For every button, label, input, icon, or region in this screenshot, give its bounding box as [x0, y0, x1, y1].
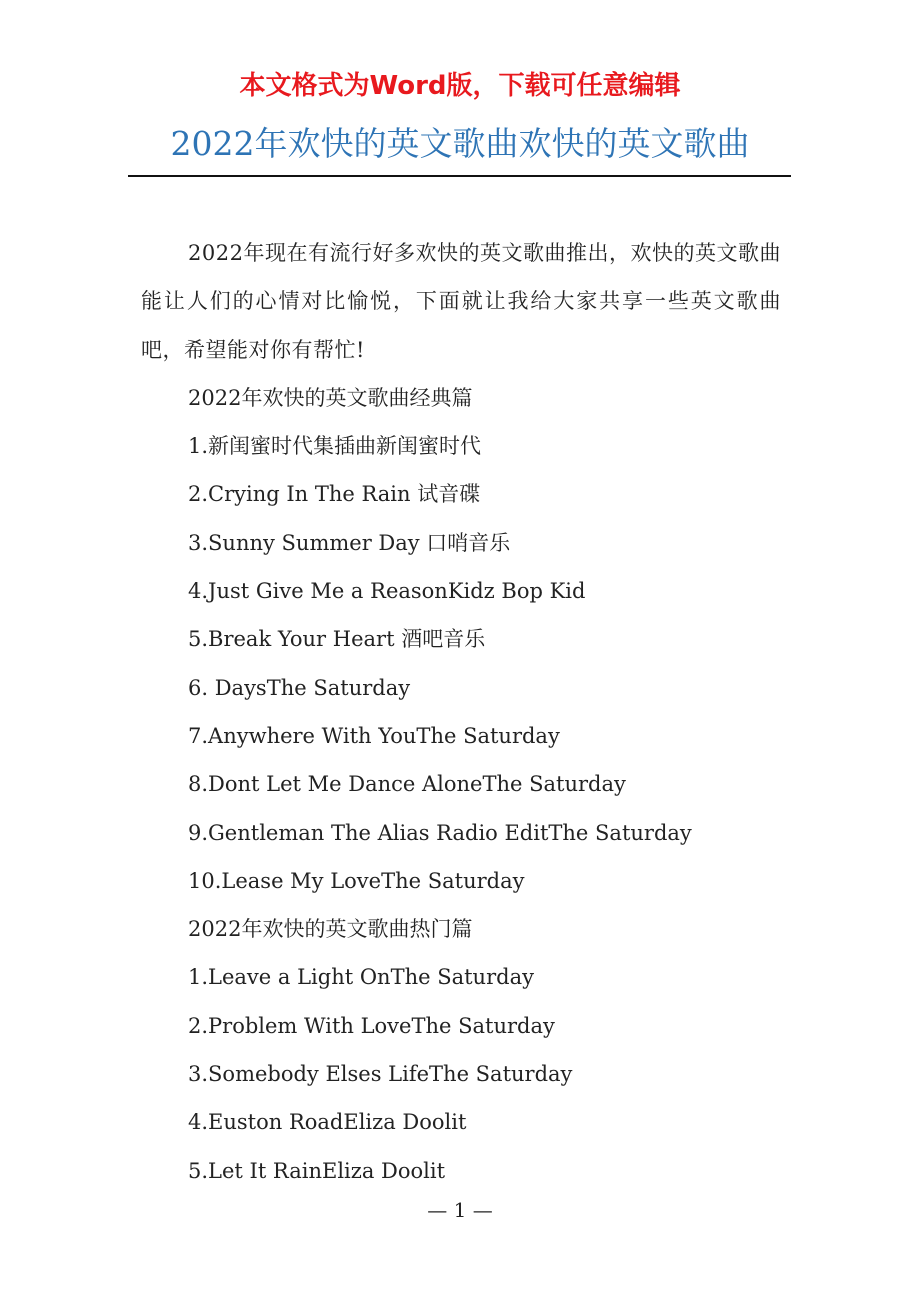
- list-item: 1.新闺蜜时代集插曲新闺蜜时代: [188, 434, 482, 459]
- list-item: 8.Dont Let Me Dance AloneThe Saturday: [188, 772, 626, 797]
- list-item: 3.Sunny Summer Day 口哨音乐: [188, 530, 511, 555]
- intro-paragraph: 2022年现在有流行好多欢快的英文歌曲推出，欢快的英文歌曲能让人们的心情对比愉悦，下面就让我给大家共享一些英文歌曲吧，希望能对你有帮忙!: [141, 241, 781, 362]
- format-notice: 本文格式为Word版，下载可任意编辑: [239, 71, 681, 101]
- section-heading-popular: 2022年欢快的英文歌曲热门篇: [188, 917, 473, 942]
- list-item: 7.Anywhere With YouThe Saturday: [188, 723, 560, 748]
- list-item: 4.Euston RoadEliza Doolit: [188, 1110, 467, 1135]
- list-item: 2.Crying In The Rain 试音碟: [188, 482, 481, 507]
- list-item: 5.Break Your Heart 酒吧音乐: [188, 627, 486, 652]
- section-heading-classic: 2022年欢快的英文歌曲经典篇: [188, 385, 473, 410]
- document-title: 2022年欢快的英文歌曲欢快的英文歌曲: [170, 124, 750, 163]
- list-item: 2.Problem With LoveThe Saturday: [188, 1013, 555, 1038]
- list-item: 9.Gentleman The Alias Radio EditThe Saturday: [188, 820, 692, 845]
- list-item: 4.Just Give Me a ReasonKidz Bop Kid: [188, 579, 586, 604]
- song-list: [141, 374, 781, 1195]
- list-item: 3.Somebody Elses LifeThe Saturday: [188, 1062, 573, 1087]
- list-item: 10.Lease My LoveThe Saturday: [188, 868, 525, 893]
- list-item: 1.Leave a Light OnThe Saturday: [188, 965, 534, 990]
- page-number: — 1 —: [427, 1198, 493, 1222]
- list-item: 6. DaysThe Saturday: [188, 675, 411, 700]
- list-item: 5.Let It RainEliza Doolit: [188, 1158, 446, 1183]
- title-underline: [128, 175, 791, 177]
- document-body: [141, 229, 781, 1195]
